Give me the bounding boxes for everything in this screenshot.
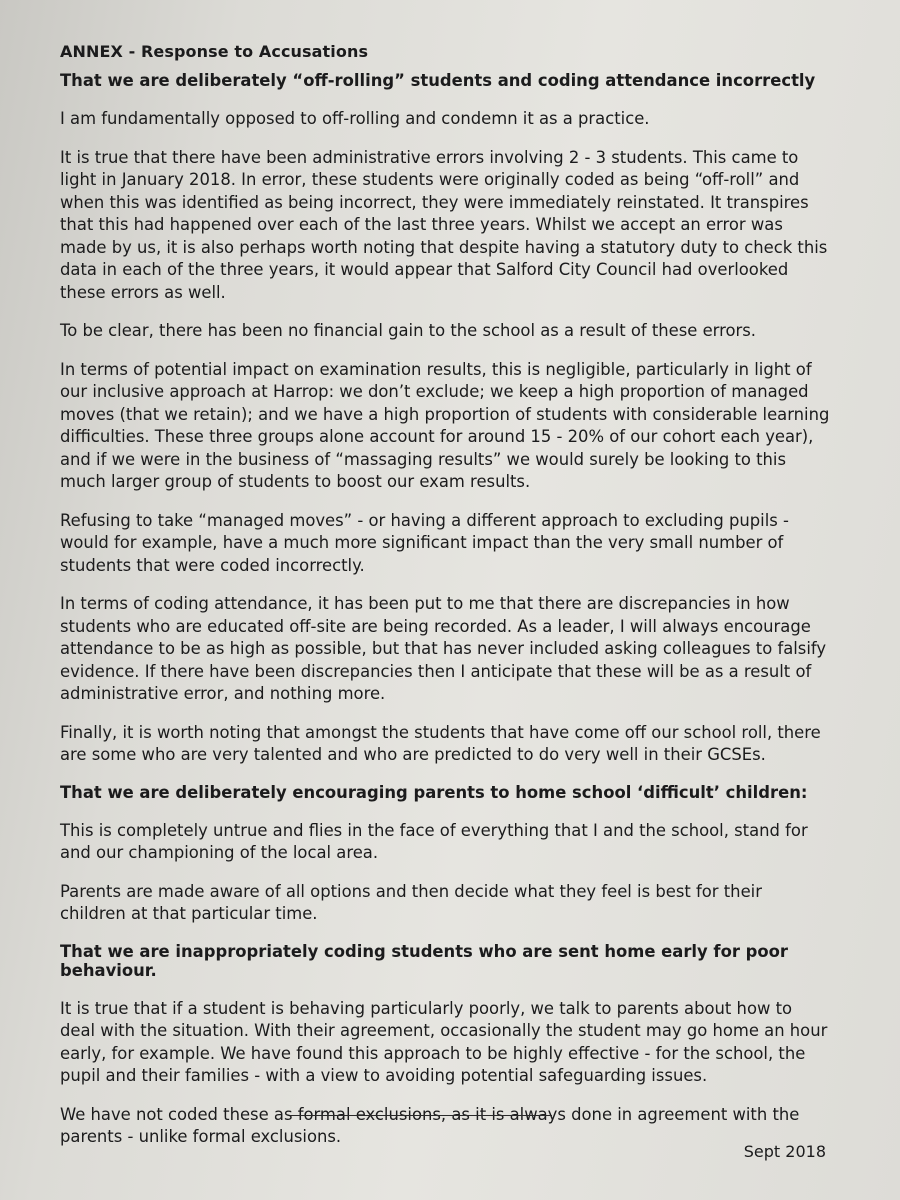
paragraph: To be clear, there has been no financial gain to the school as a result of these errors. bbox=[60, 321, 757, 340]
document-date: Sept 2018 bbox=[743, 1142, 826, 1161]
paragraph: We have not coded these as formal exclusions, as it is always done in agreement with the parents - unlike formal exclusions. bbox=[60, 1104, 800, 1146]
paragraph: Refusing to take “managed moves” - or having a different approach to excluding pupils - would for example, have a much more significant impact than the very small number of students that were coded incorrectly. bbox=[60, 510, 789, 575]
annex-title: ANNEX - Response to Accusations bbox=[60, 42, 369, 61]
paragraph: I am fundamentally opposed to off-rolling and condemn it as a practice. bbox=[60, 109, 650, 128]
section-heading-home-school: That we are deliberately encouraging parents to home school ‘difficult’ children: bbox=[60, 782, 808, 802]
paragraph: This is completely untrue and flies in the face of everything that I and the school, stand for and our championing of the local area. bbox=[60, 820, 808, 862]
paragraph: Finally, it is worth noting that amongst the students that have come off our school roll, there are some who are very talented and who are predicted to do very well in their GCSEs. bbox=[60, 722, 821, 764]
paragraph: In terms of potential impact on examination results, this is negligible, particularly in light of our inclusive approach at Harrop: we don’t exclude; we keep a high proportion of managed moves (that we retain); and we have a high proportion of students with considerable learning difficulties. These three groups alone account for around 15 - 20% of our cohort each year), and if we were in the business of “massaging results” we would surely be looking to this much larger group of students to boost our exam results. bbox=[60, 359, 830, 491]
paragraph: It is true that if a student is behaving particularly poorly, we talk to parents about how to deal with the situation. With their agreement, occasionally the student may go home an hour early, for example. We have found this approach to be highly effective - for the school, the pupil and their families - with a view to avoiding potential safeguarding issues. bbox=[60, 998, 828, 1085]
paragraph: Parents are made aware of all options and then decide what they feel is best for their children at that particular time. bbox=[60, 881, 762, 923]
section-heading-off-rolling: That we are deliberately “off-rolling” students and coding attendance incorrectly bbox=[60, 71, 816, 90]
section-heading-sent-home-early: That we are inappropriately coding students who are sent home early for poor behaviour. bbox=[60, 941, 788, 980]
paragraph: In terms of coding attendance, it has been put to me that there are discrepancies in how students who are educated off-site are being recorded. As a leader, I will always encourage attendance to be as high as possible, but that has never included asking colleagues to falsify evidence. If there have been discrepancies then I anticipate that these will be as a result of administrative error, and nothing more. bbox=[60, 594, 827, 703]
paragraph: It is true that there have been administrative errors involving 2 - 3 students. This came to light in January 2018. In error, these students were originally coded as being “off-roll” and when this was identified as being incorrect, they were immediately reinstated. It transpires that this had happened over each of the last three years. Whilst we accept an error was made by us, it is also perhaps worth noting that despite having a statutory duty to check this data in each of the three years, it would appear that Salford City Council had overlooked these errors as well. bbox=[60, 147, 828, 302]
signature-line-divider bbox=[290, 1115, 552, 1116]
